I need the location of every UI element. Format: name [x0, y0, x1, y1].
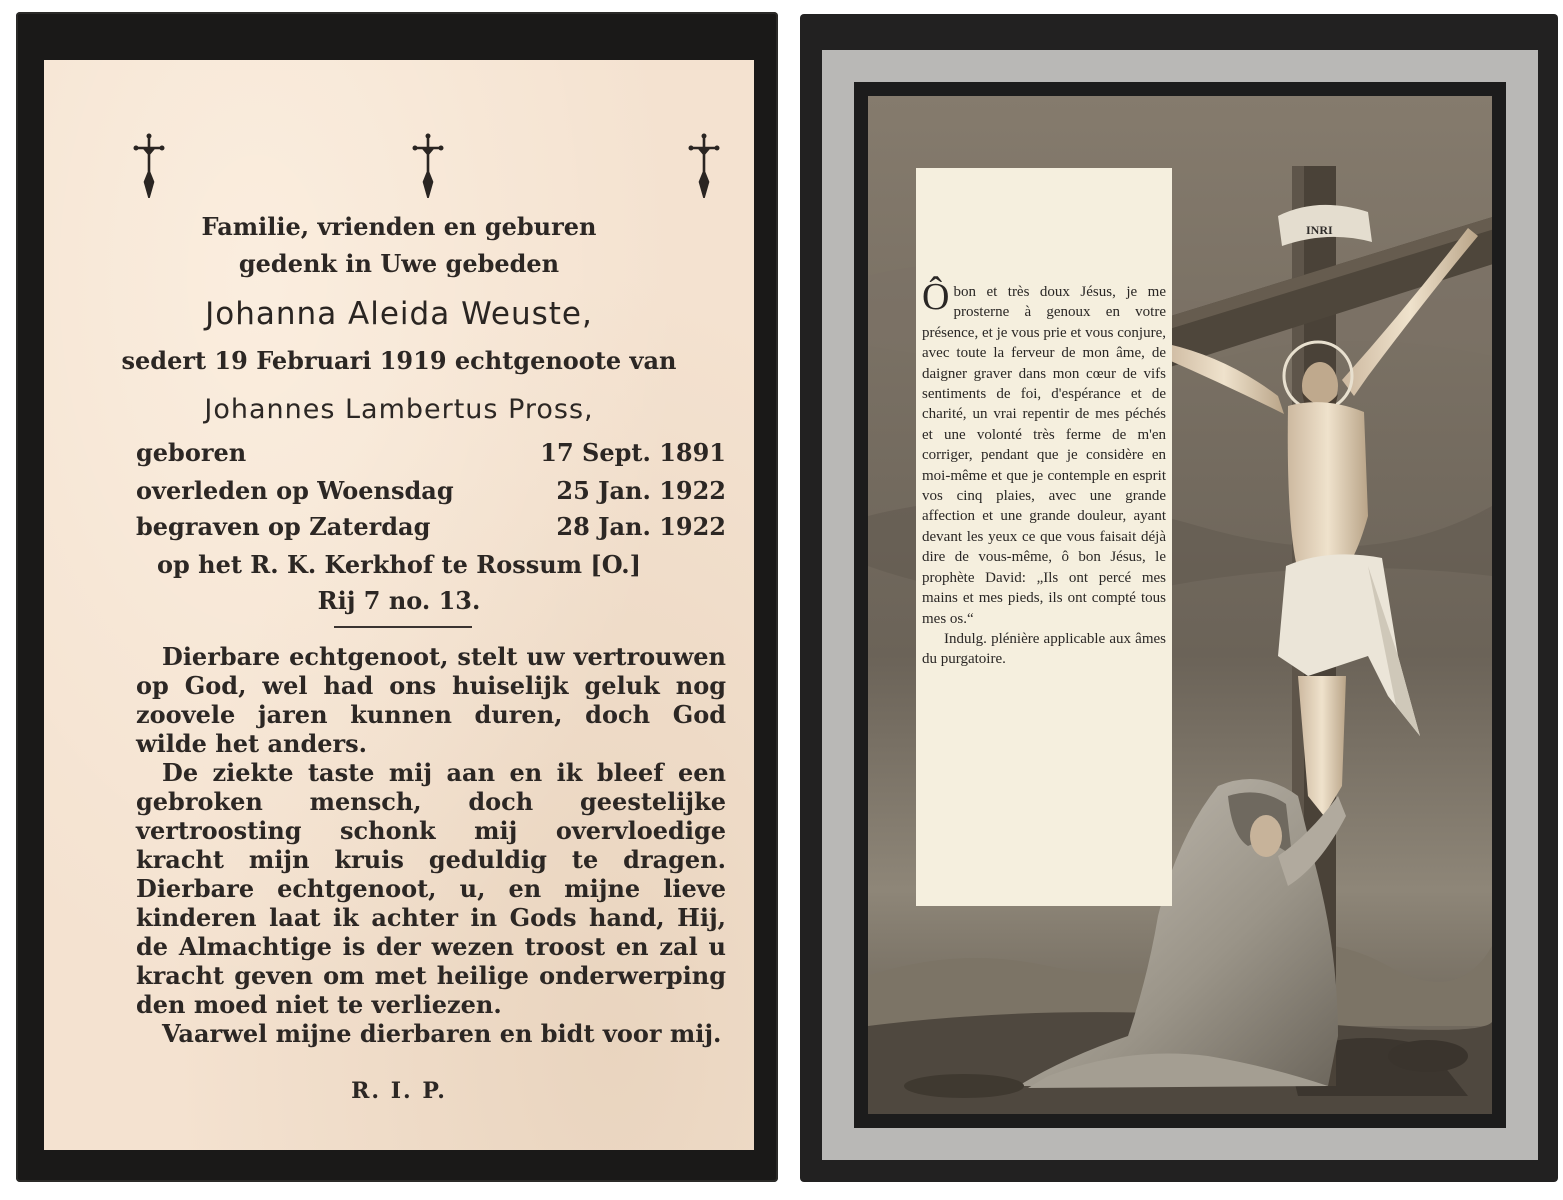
prayer-initial: Ô: [922, 276, 950, 318]
indulgence-note: Indulg. plénière applicable aux âmes du purgatoire.: [922, 630, 1166, 668]
cross-icon: [132, 132, 166, 198]
row-date: 28 Jan. 1922: [556, 512, 726, 541]
row-label: begraven op Zaterdag: [136, 512, 431, 541]
prayer-panel: [916, 168, 1172, 906]
verse-paragraph: De ziekte taste mij aan en ik bleef een gebroken mensch, doch geestelijke vertroosting schonk mij overvloedige kracht mijn kruis geduldig te dragen. Dierbare echtgenoot, u, en mijne lieve kinderen laat ik achter in Gods hand, Hij, de Almachtige is der wezen troost en zal u kracht geven om met heilige onderwerping den moed niet te verliezen.: [136, 758, 726, 1019]
cross-icon: [411, 132, 445, 198]
rip-closing: R. I. P.: [351, 1078, 447, 1104]
memorial-card-back: [800, 14, 1558, 1182]
row-date: 17 Sept. 1891: [540, 438, 726, 467]
prayer-body: bon et très doux Jésus, je me prosterne à genoux en votre présence, et je vous prie et vous conjure, avec toute la ferveur de mon âme, de daigner graver dans mon cœur de vifs sentiments de foi, d'espérance et de charité, un vrai repentir de mes péchés et une volonté très ferme de m'en corriger, pendant que je considère en moi-même et que je contemple en esprit vos cinq plaies, avec une grande affection et une grande douleur, ayant devant les yeux ce que vous faisait déjà dire de vous-même, ô bon Jésus, le prophète David: „Ils ont percé mes mains et mes pieds, ils ont compté tous mes os.“: [922, 284, 1166, 627]
cross-icon: [687, 132, 721, 198]
memorial-card-paper: [44, 60, 754, 1150]
crucifixion-illustration: [868, 96, 1492, 1114]
prayer-text: [922, 276, 1166, 629]
intro-line: Familie, vrienden en geburen: [201, 212, 597, 241]
row-label: geboren: [136, 438, 247, 467]
grave-location: Rij 7 no. 13.: [317, 586, 481, 615]
inri-plaque: INRI: [1306, 223, 1333, 237]
spouse-name: Johannes Lambertus Pross,: [204, 394, 594, 425]
silver-frame: [822, 50, 1538, 1160]
memorial-card-front: [16, 12, 778, 1182]
marriage-line: sedert 19 Februari 1919 echtgenoote van: [121, 346, 677, 375]
intro-text: [44, 208, 754, 282]
inner-frame: [854, 82, 1506, 1128]
intro-line: gedenk in Uwe gebeden: [238, 249, 560, 278]
row-label: overleden op Woensdag: [136, 476, 454, 505]
verse-paragraph: Dierbare echtgenoot, stelt uw vertrouwen op God, wel had ons huiselijk geluk nog zoovele jaren kunnen duren, doch God wilde het anders.: [136, 642, 726, 758]
deceased-name: Johanna Aleida Weuste,: [205, 296, 593, 332]
divider: [334, 626, 472, 628]
row-date: 25 Jan. 1922: [556, 476, 726, 505]
cemetery-line: op het R. K. Kerkhof te Rossum [O.]: [157, 550, 641, 579]
farewell-verse: [136, 642, 726, 1048]
verse-paragraph: Vaarwel mijne dierbaren en bidt voor mij.: [162, 1019, 722, 1048]
